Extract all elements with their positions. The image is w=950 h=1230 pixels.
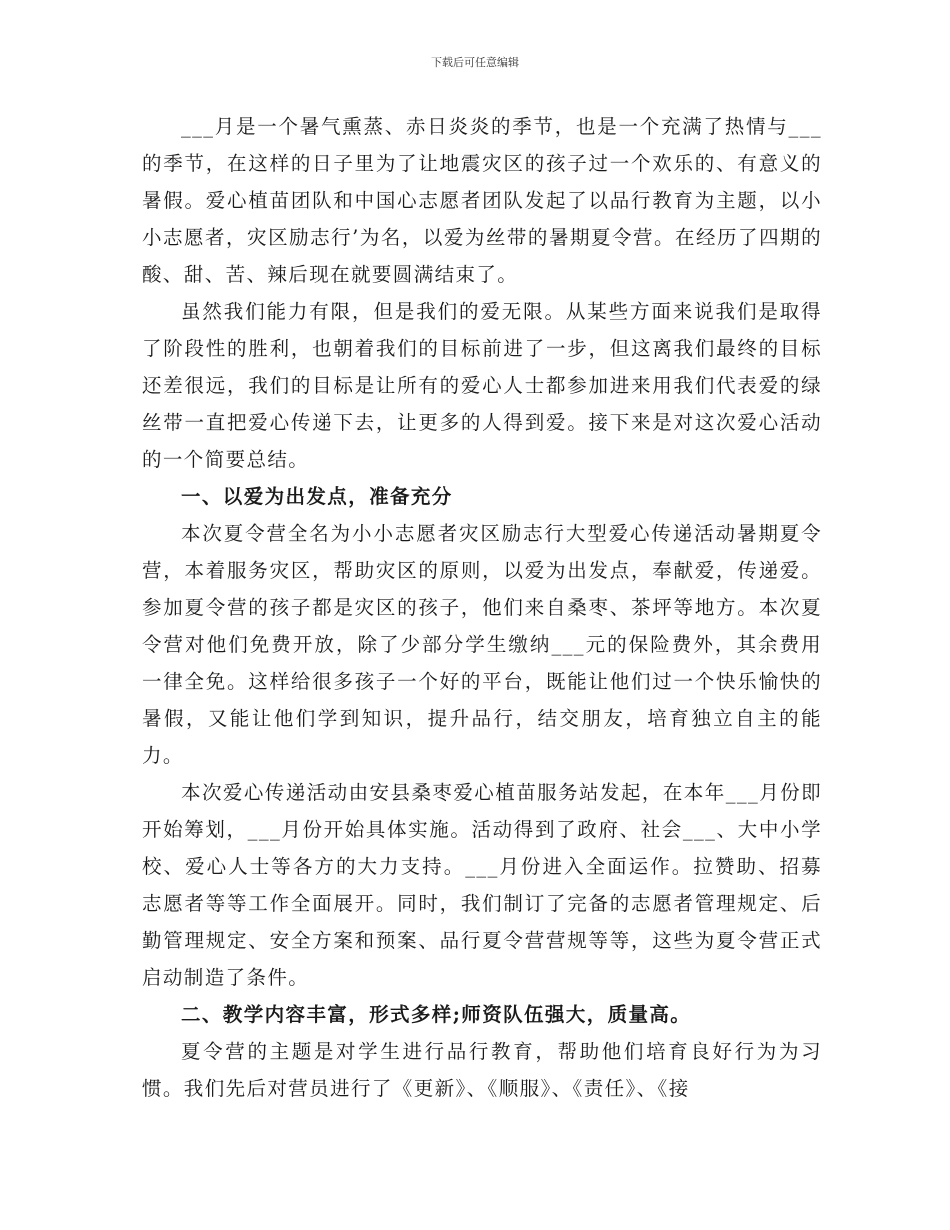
section-heading-1: 一、以爱为出发点，准备充分 bbox=[181, 485, 453, 508]
paragraph-camp-overview: 本次夏令营全名为小小志愿者灾区励志行大型爱心传递活动暑期夏令营，本着服务灾区，帮助灾区的原则，以爱为出发点，奉献爱，传递爱。参加夏令营的孩子都是灾区的孩子，他们来自桑枣、茶坪等地方。本次夏令营对他们免费开放，除了少部分学生缴纳___元的保险费外，其余费用一律全免。这样给很多孩子一个好的平台，既能让他们过一个快乐愉快的暑假，又能让他们学到知识，提升品行，结交朋友，培育独立自主的能力。 bbox=[142, 522, 822, 767]
document-body bbox=[142, 108, 822, 1107]
paragraph-summary-lead: 虽然我们能力有限，但是我们的爱无限。从某些方面来说我们是取得了阶段性的胜利，也朝着我们的目标前进了一步，但这离我们最终的目标还差很远，我们的目标是让所有的爱心人士都参加进来用我们代表爱的绿丝带一直把爱心传递下去，让更多的人得到爱。接下来是对这次爱心活动的一个简要总结。 bbox=[142, 300, 822, 471]
paragraph-intro: ___月是一个暑气熏蒸、赤日炎炎的季节，也是一个充满了热情与___的季节，在这样的日子里为了让地震灾区的孩子过一个欢乐的、有意义的暑假。爱心植苗团队和中国心志愿者团队发起了以品行教育为主题，以小小志愿者，灾区励志行’为名，以爱为丝带的暑期夏令营。在经历了四期的酸、甜、苦、辣后现在就要圆满结束了。 bbox=[142, 115, 822, 286]
section-heading-2: 二、教学内容丰富，形式多样;师资队伍强大，质量高。 bbox=[181, 1003, 692, 1026]
paragraph-curriculum: 夏令营的主题是对学生进行品行教育，帮助他们培育良好行为为习惯。我们先后对营员进行了《更新》、《顺服》、《责任》、《接 bbox=[142, 1040, 822, 1100]
paragraph-organization: 本次爱心传递活动由安县桑枣爱心植苗服务站发起，在本年___月份即开始筹划，___月份开始具体实施。活动得到了政府、社会___、大中小学校、爱心人士等各方的大力支持。___月份进入全面运作。拉赞助、招募志愿者等等工作全面展开。同时，我们制订了完备的志愿者管理规定、后勤管理规定、安全方案和预案、品行夏令营营规等等，这些为夏令营正式启动制造了条件。 bbox=[142, 781, 822, 989]
page-header-note: 下载后可任意编辑 bbox=[431, 56, 519, 69]
